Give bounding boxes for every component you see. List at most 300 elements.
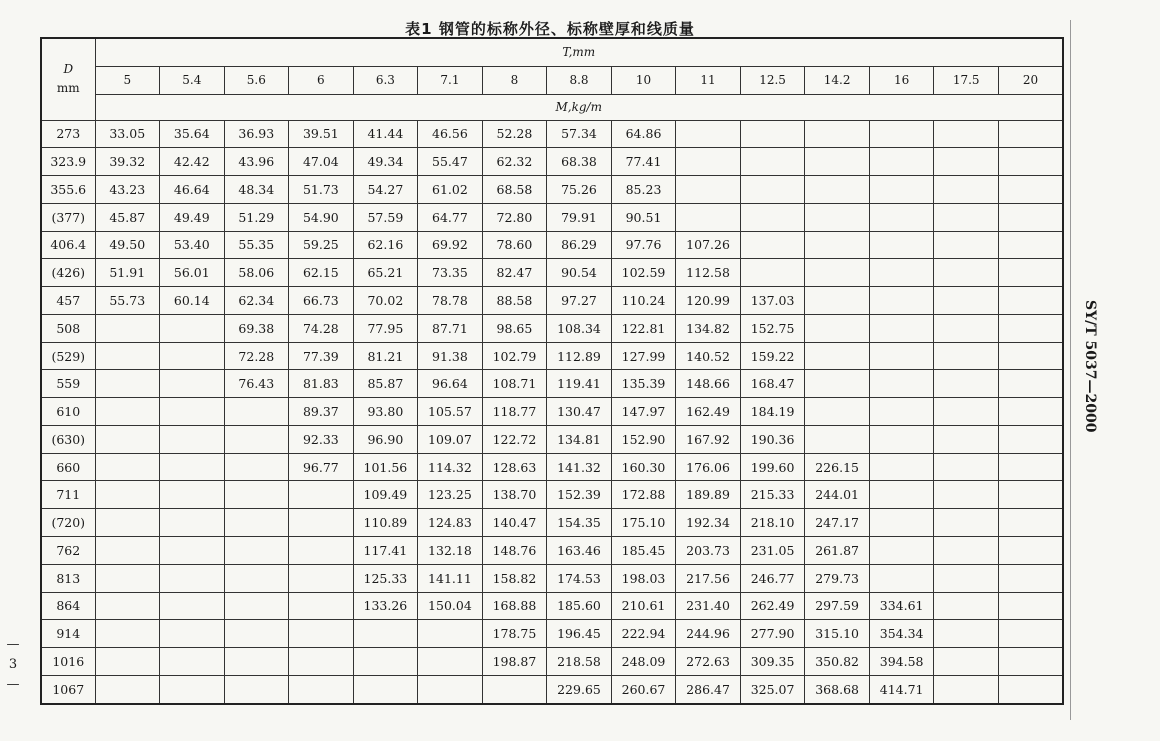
mass-cell xyxy=(869,120,934,148)
mass-cell xyxy=(95,564,160,592)
mass-cell: 85.23 xyxy=(611,176,676,204)
mass-cell: 163.46 xyxy=(547,536,612,564)
mass-cell xyxy=(805,342,870,370)
mass-cell: 140.47 xyxy=(482,509,547,537)
mass-cell: 97.76 xyxy=(611,231,676,259)
mass-cell xyxy=(998,148,1063,176)
mass-cell: 123.25 xyxy=(418,481,483,509)
mass-cell: 199.60 xyxy=(740,453,805,481)
diameter-cell: 1016 xyxy=(41,648,95,676)
mass-cell: 57.59 xyxy=(353,203,418,231)
mass-cell: 108.71 xyxy=(482,370,547,398)
mass-cell xyxy=(998,481,1063,509)
mass-cell: 97.27 xyxy=(547,287,612,315)
mass-cell: 43.96 xyxy=(224,148,289,176)
mass-cell: 152.90 xyxy=(611,425,676,453)
mass-cell: 102.59 xyxy=(611,259,676,287)
mass-cell: 58.06 xyxy=(224,259,289,287)
mass-cell xyxy=(934,120,999,148)
mass-cell xyxy=(160,592,225,620)
table-row xyxy=(41,203,1063,231)
mass-cell xyxy=(998,120,1063,148)
mass-cell xyxy=(95,314,160,342)
mass-cell xyxy=(224,564,289,592)
mass-cell xyxy=(934,675,999,704)
mass-cell xyxy=(805,370,870,398)
mass-cell: 33.05 xyxy=(95,120,160,148)
mass-cell xyxy=(805,148,870,176)
table-row xyxy=(41,425,1063,453)
mass-cell: 309.35 xyxy=(740,648,805,676)
mass-cell xyxy=(289,592,354,620)
diameter-cell: 457 xyxy=(41,287,95,315)
mass-cell: 141.11 xyxy=(418,564,483,592)
mass-cell xyxy=(869,481,934,509)
thickness-cell: 17.5 xyxy=(934,66,999,94)
mass-cell: 162.49 xyxy=(676,398,741,426)
diameter-cell: (529) xyxy=(41,342,95,370)
thickness-cell: 11 xyxy=(676,66,741,94)
mass-cell xyxy=(934,648,999,676)
diameter-cell: 273 xyxy=(41,120,95,148)
mass-cell: 192.34 xyxy=(676,509,741,537)
diameter-cell: 323.9 xyxy=(41,148,95,176)
mass-cell xyxy=(998,425,1063,453)
mass-cell: 122.72 xyxy=(482,425,547,453)
thickness-cell: 10 xyxy=(611,66,676,94)
mass-cell: 69.92 xyxy=(418,231,483,259)
mass-cell xyxy=(869,231,934,259)
mass-cell: 130.47 xyxy=(547,398,612,426)
mass-cell: 350.82 xyxy=(805,648,870,676)
mass-cell: 51.73 xyxy=(289,176,354,204)
d-unit: mm xyxy=(56,81,80,96)
mass-cell: 174.53 xyxy=(547,564,612,592)
mass-cell: 279.73 xyxy=(805,564,870,592)
mass-cell: 78.60 xyxy=(482,231,547,259)
mass-cell: 39.32 xyxy=(95,148,160,176)
mass-cell xyxy=(869,342,934,370)
mass-cell: 138.70 xyxy=(482,481,547,509)
mass-cell: 68.58 xyxy=(482,176,547,204)
mass-cell xyxy=(869,314,934,342)
mass-cell: 190.36 xyxy=(740,425,805,453)
d-label: D xyxy=(63,62,74,77)
table-row xyxy=(41,120,1063,148)
table-row xyxy=(41,481,1063,509)
mass-cell xyxy=(289,675,354,704)
mass-cell xyxy=(869,370,934,398)
mass-cell: 158.82 xyxy=(482,564,547,592)
diameter-cell: 1067 xyxy=(41,675,95,704)
mass-cell xyxy=(740,148,805,176)
mass-cell xyxy=(998,231,1063,259)
mass-cell: 119.41 xyxy=(547,370,612,398)
mass-cell: 98.65 xyxy=(482,314,547,342)
thickness-cell: 5 xyxy=(95,66,160,94)
mass-cell: 229.65 xyxy=(547,675,612,704)
table-row xyxy=(41,620,1063,648)
mass-cell: 354.34 xyxy=(869,620,934,648)
mass-cell xyxy=(160,314,225,342)
mass-cell xyxy=(224,536,289,564)
mass-cell xyxy=(353,620,418,648)
side-rule xyxy=(1070,20,1071,720)
mass-cell: 152.39 xyxy=(547,481,612,509)
mass-cell: 128.63 xyxy=(482,453,547,481)
mass-cell xyxy=(998,287,1063,315)
page-number: — 3 — xyxy=(6,637,20,692)
mass-cell: 175.10 xyxy=(611,509,676,537)
mass-cell: 76.43 xyxy=(224,370,289,398)
mass-cell xyxy=(676,120,741,148)
mass-cell xyxy=(934,370,999,398)
thickness-cell: 14.2 xyxy=(805,66,870,94)
mass-cell: 36.93 xyxy=(224,120,289,148)
mass-cell: 132.18 xyxy=(418,536,483,564)
mass-cell: 414.71 xyxy=(869,675,934,704)
diameter-cell: 914 xyxy=(41,620,95,648)
mass-cell xyxy=(934,231,999,259)
thickness-cell: 16 xyxy=(869,66,934,94)
mass-cell: 110.24 xyxy=(611,287,676,315)
mass-cell xyxy=(353,675,418,704)
mass-cell: 45.87 xyxy=(95,203,160,231)
mass-cell: 57.34 xyxy=(547,120,612,148)
mass-cell: 81.21 xyxy=(353,342,418,370)
mass-cell: 93.80 xyxy=(353,398,418,426)
mass-cell xyxy=(224,592,289,620)
diameter-cell: 864 xyxy=(41,592,95,620)
mass-cell: 41.44 xyxy=(353,120,418,148)
mass-cell: 148.76 xyxy=(482,536,547,564)
mass-cell: 82.47 xyxy=(482,259,547,287)
mass-cell xyxy=(869,259,934,287)
mass-cell xyxy=(934,453,999,481)
mass-cell: 125.33 xyxy=(353,564,418,592)
mass-cell: 90.51 xyxy=(611,203,676,231)
mass-cell xyxy=(160,481,225,509)
mass-cell: 135.39 xyxy=(611,370,676,398)
table-row xyxy=(41,564,1063,592)
mass-cell: 46.64 xyxy=(160,176,225,204)
table-row xyxy=(41,176,1063,204)
mass-cell: 49.50 xyxy=(95,231,160,259)
mass-cell xyxy=(934,592,999,620)
mass-cell xyxy=(869,453,934,481)
mass-cell: 286.47 xyxy=(676,675,741,704)
table-row xyxy=(41,231,1063,259)
mass-cell xyxy=(95,425,160,453)
mass-cell xyxy=(289,536,354,564)
mass-cell: 96.64 xyxy=(418,370,483,398)
mass-cell xyxy=(95,509,160,537)
mass-cell: 120.99 xyxy=(676,287,741,315)
thickness-cell: 6.3 xyxy=(353,66,418,94)
mass-cell: 102.79 xyxy=(482,342,547,370)
mass-cell xyxy=(224,425,289,453)
mass-cell xyxy=(805,120,870,148)
mass-cell xyxy=(740,231,805,259)
mass-cell xyxy=(676,203,741,231)
mass-cell: 81.83 xyxy=(289,370,354,398)
mass-cell xyxy=(160,509,225,537)
table-row xyxy=(41,453,1063,481)
table-title: 表1 钢管的标称外径、标称壁厚和线质量 xyxy=(405,20,695,38)
mass-cell xyxy=(934,203,999,231)
mass-cell: 262.49 xyxy=(740,592,805,620)
diameter-cell: 406.4 xyxy=(41,231,95,259)
table-row xyxy=(41,675,1063,704)
thickness-cell: 12.5 xyxy=(740,66,805,94)
mass-cell: 114.32 xyxy=(418,453,483,481)
mass-cell: 43.23 xyxy=(95,176,160,204)
mass-cell: 168.88 xyxy=(482,592,547,620)
mass-cell: 105.57 xyxy=(418,398,483,426)
mass-cell: 96.90 xyxy=(353,425,418,453)
diameter-cell: (630) xyxy=(41,425,95,453)
mass-cell: 134.81 xyxy=(547,425,612,453)
mass-cell: 75.26 xyxy=(547,176,612,204)
mass-cell xyxy=(805,425,870,453)
mass-cell xyxy=(934,564,999,592)
mass-cell: 189.89 xyxy=(676,481,741,509)
mass-cell xyxy=(289,648,354,676)
mass-cell: 218.10 xyxy=(740,509,805,537)
mass-cell: 231.40 xyxy=(676,592,741,620)
mass-cell xyxy=(160,620,225,648)
mass-cell: 185.60 xyxy=(547,592,612,620)
mass-cell: 96.77 xyxy=(289,453,354,481)
mass-cell xyxy=(998,564,1063,592)
mass-cell: 54.90 xyxy=(289,203,354,231)
mass-cell xyxy=(160,398,225,426)
mass-cell: 215.33 xyxy=(740,481,805,509)
mass-cell xyxy=(740,203,805,231)
mass-cell: 203.73 xyxy=(676,536,741,564)
mass-cell xyxy=(934,620,999,648)
mass-cell: 148.66 xyxy=(676,370,741,398)
mass-cell: 137.03 xyxy=(740,287,805,315)
mass-cell: 198.03 xyxy=(611,564,676,592)
mass-cell xyxy=(224,481,289,509)
standard-code: SY/T 5037—2000 xyxy=(1082,300,1098,433)
thickness-row xyxy=(41,66,1063,94)
mass-cell: 226.15 xyxy=(805,453,870,481)
mass-cell: 244.01 xyxy=(805,481,870,509)
mass-cell xyxy=(224,398,289,426)
mass-cell xyxy=(418,620,483,648)
mass-cell: 92.33 xyxy=(289,425,354,453)
mass-cell xyxy=(869,148,934,176)
mass-cell xyxy=(998,314,1063,342)
mass-cell: 39.51 xyxy=(289,120,354,148)
mass-cell: 89.37 xyxy=(289,398,354,426)
mass-cell: 272.63 xyxy=(676,648,741,676)
mass-cell: 122.81 xyxy=(611,314,676,342)
mass-cell: 368.68 xyxy=(805,675,870,704)
mass-cell xyxy=(224,620,289,648)
thickness-cell: 5.6 xyxy=(224,66,289,94)
mass-cell: 53.40 xyxy=(160,231,225,259)
mass-cell xyxy=(869,176,934,204)
mass-cell: 51.29 xyxy=(224,203,289,231)
diameter-cell: (377) xyxy=(41,203,95,231)
mass-cell: 133.26 xyxy=(353,592,418,620)
mass-cell xyxy=(289,481,354,509)
mass-cell: 85.87 xyxy=(353,370,418,398)
mass-cell: 66.73 xyxy=(289,287,354,315)
mass-cell: 55.47 xyxy=(418,148,483,176)
mass-cell xyxy=(934,425,999,453)
mass-cell: 154.35 xyxy=(547,509,612,537)
mass-cell xyxy=(869,564,934,592)
mass-cell xyxy=(224,675,289,704)
mass-cell: 74.28 xyxy=(289,314,354,342)
mass-cell: 196.45 xyxy=(547,620,612,648)
mass-cell xyxy=(160,370,225,398)
mass-cell xyxy=(805,203,870,231)
mass-cell: 112.89 xyxy=(547,342,612,370)
mass-cell: 168.47 xyxy=(740,370,805,398)
thickness-cell: 6 xyxy=(289,66,354,94)
mass-cell xyxy=(998,342,1063,370)
mass-cell xyxy=(805,176,870,204)
mass-cell: 218.58 xyxy=(547,648,612,676)
mass-cell: 54.27 xyxy=(353,176,418,204)
table-row xyxy=(41,370,1063,398)
diameter-cell: 660 xyxy=(41,453,95,481)
mass-cell: 152.75 xyxy=(740,314,805,342)
mass-cell: 248.09 xyxy=(611,648,676,676)
mass-cell xyxy=(869,287,934,315)
mass-cell: 147.97 xyxy=(611,398,676,426)
mass-cell: 150.04 xyxy=(418,592,483,620)
mass-cell xyxy=(160,453,225,481)
mass-cell: 217.56 xyxy=(676,564,741,592)
mass-cell xyxy=(934,398,999,426)
mass-cell xyxy=(998,203,1063,231)
mass-cell: 277.90 xyxy=(740,620,805,648)
mass-cell: 109.07 xyxy=(418,425,483,453)
m-header: M,kg/m xyxy=(95,94,1063,120)
mass-cell xyxy=(160,648,225,676)
mass-cell: 134.82 xyxy=(676,314,741,342)
mass-cell xyxy=(934,342,999,370)
mass-cell: 78.78 xyxy=(418,287,483,315)
mass-cell: 261.87 xyxy=(805,536,870,564)
diameter-cell: 762 xyxy=(41,536,95,564)
thickness-cell: 20 xyxy=(998,66,1063,94)
mass-cell: 48.34 xyxy=(224,176,289,204)
mass-cell xyxy=(95,536,160,564)
mass-cell xyxy=(998,370,1063,398)
mass-cell: 247.17 xyxy=(805,509,870,537)
mass-cell: 64.77 xyxy=(418,203,483,231)
mass-cell: 49.34 xyxy=(353,148,418,176)
mass-cell xyxy=(998,536,1063,564)
mass-cell: 176.06 xyxy=(676,453,741,481)
diameter-cell: 711 xyxy=(41,481,95,509)
mass-cell xyxy=(934,509,999,537)
mass-cell: 231.05 xyxy=(740,536,805,564)
mass-cell: 61.02 xyxy=(418,176,483,204)
mass-cell xyxy=(934,259,999,287)
diameter-cell: 355.6 xyxy=(41,176,95,204)
mass-cell: 101.56 xyxy=(353,453,418,481)
mass-cell xyxy=(805,231,870,259)
mass-cell: 47.04 xyxy=(289,148,354,176)
mass-cell xyxy=(805,259,870,287)
mass-cell xyxy=(160,425,225,453)
mass-cell xyxy=(676,148,741,176)
mass-cell: 72.80 xyxy=(482,203,547,231)
mass-cell xyxy=(160,564,225,592)
mass-cell: 108.34 xyxy=(547,314,612,342)
mass-cell: 109.49 xyxy=(353,481,418,509)
mass-cell xyxy=(869,509,934,537)
mass-cell xyxy=(805,398,870,426)
mass-cell xyxy=(934,287,999,315)
mass-cell xyxy=(869,398,934,426)
diameter-cell: 508 xyxy=(41,314,95,342)
mass-cell: 87.71 xyxy=(418,314,483,342)
mass-cell xyxy=(95,620,160,648)
mass-cell: 86.29 xyxy=(547,231,612,259)
mass-cell xyxy=(482,675,547,704)
table-row xyxy=(41,592,1063,620)
mass-cell xyxy=(95,648,160,676)
mass-cell xyxy=(805,314,870,342)
steel-pipe-table xyxy=(40,37,1064,705)
mass-cell xyxy=(160,342,225,370)
mass-cell xyxy=(95,675,160,704)
mass-cell: 68.38 xyxy=(547,148,612,176)
t-header: T,mm xyxy=(95,38,1063,66)
mass-cell xyxy=(998,675,1063,704)
mass-cell: 88.58 xyxy=(482,287,547,315)
mass-cell xyxy=(998,453,1063,481)
mass-cell: 77.95 xyxy=(353,314,418,342)
mass-cell xyxy=(998,259,1063,287)
mass-cell: 246.77 xyxy=(740,564,805,592)
mass-cell: 46.56 xyxy=(418,120,483,148)
mass-cell: 77.41 xyxy=(611,148,676,176)
mass-cell xyxy=(998,398,1063,426)
mass-cell: 178.75 xyxy=(482,620,547,648)
diameter-cell: (426) xyxy=(41,259,95,287)
mass-cell: 55.73 xyxy=(95,287,160,315)
mass-cell xyxy=(676,176,741,204)
mass-cell xyxy=(95,398,160,426)
diameter-cell: 813 xyxy=(41,564,95,592)
mass-cell xyxy=(998,176,1063,204)
table-row xyxy=(41,148,1063,176)
mass-cell: 60.14 xyxy=(160,287,225,315)
mass-cell xyxy=(998,620,1063,648)
mass-cell: 394.58 xyxy=(869,648,934,676)
mass-cell xyxy=(740,120,805,148)
mass-cell xyxy=(998,648,1063,676)
mass-cell: 260.67 xyxy=(611,675,676,704)
mass-cell: 72.28 xyxy=(224,342,289,370)
mass-cell: 107.26 xyxy=(676,231,741,259)
mass-cell xyxy=(95,342,160,370)
mass-cell xyxy=(740,176,805,204)
mass-cell: 160.30 xyxy=(611,453,676,481)
d-header xyxy=(41,38,95,120)
mass-cell: 70.02 xyxy=(353,287,418,315)
